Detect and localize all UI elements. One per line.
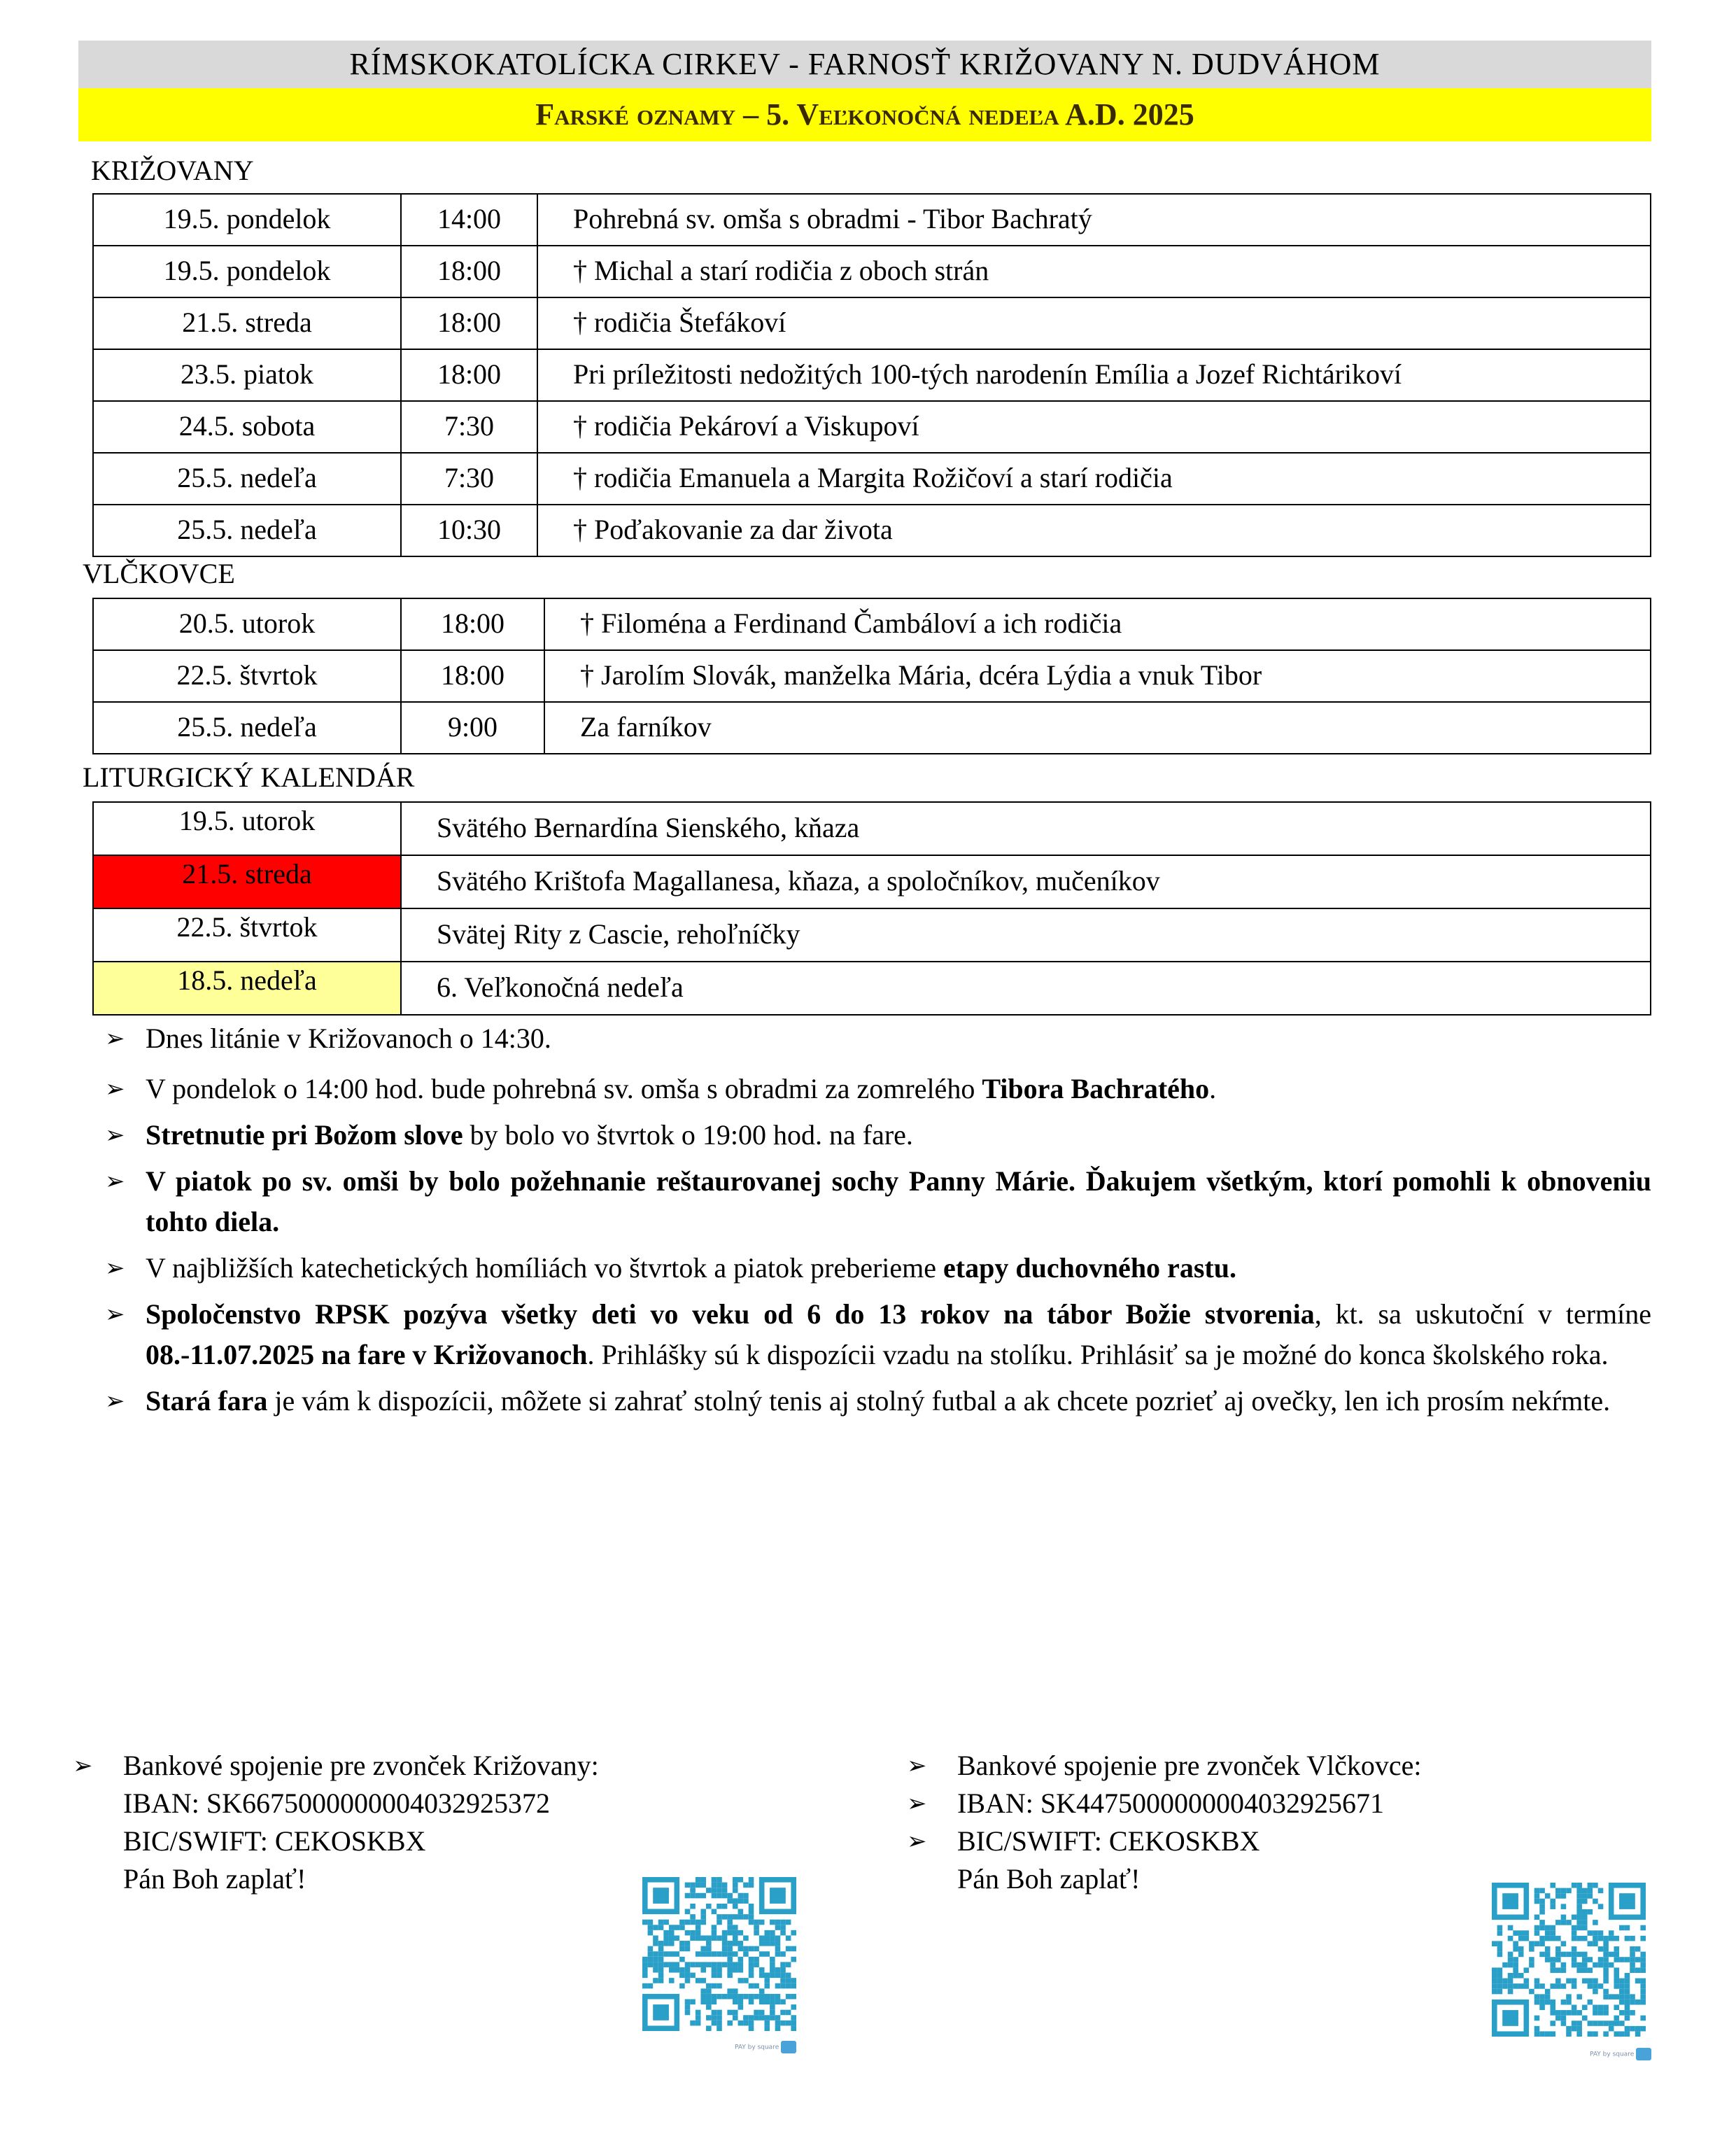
section-label-vlckovce: VLČKOVCE <box>83 558 235 589</box>
arrowhead-bullet-icon: ➢ <box>907 1827 927 1855</box>
arrowhead-bullet-icon: ➢ <box>907 1752 927 1780</box>
section-label-krizovany: KRIŽOVANY <box>91 155 254 186</box>
table-row <box>93 297 1651 349</box>
liturgical-calendar-table <box>92 801 1651 1016</box>
cell-text: † rodičia Pekároví a Viskupoví <box>537 401 1651 453</box>
cell-date: 21.5. streda <box>93 297 401 349</box>
bank-title: Bankové spojenie pre zvonček Vlčkovce: <box>957 1750 1422 1781</box>
cell-text: 6. Veľkonočná nedeľa <box>401 962 1651 1015</box>
cell-date: 19.5. pondelok <box>93 246 401 297</box>
cell-date: 19.5. utorok <box>93 802 401 855</box>
table-row <box>93 908 1651 962</box>
cell-date: 19.5. pondelok <box>93 194 401 246</box>
cell-text: Za farníkov <box>544 702 1651 754</box>
qr-code-icon <box>1492 1883 1646 2037</box>
cell-text: † Poďakovanie za dar života <box>537 505 1651 556</box>
table-row <box>93 650 1651 702</box>
cell-text: Pohrebná sv. omša s obradmi - Tibor Bachratý <box>537 194 1651 246</box>
pay-by-square-caption: PAY by square <box>1590 2048 1651 2060</box>
arrowhead-bullet-icon: ➢ <box>105 1167 125 1195</box>
arrowhead-bullet-icon: ➢ <box>105 1300 125 1328</box>
iban: IBAN: SK6675000000004032925372 <box>123 1787 551 1819</box>
cell-date: 22.5. štvrtok <box>93 650 401 702</box>
announcement-item: ➢ V najbližších katechetických homíliách vo štvrtok a piatok preberieme etapy duchovného rastu. <box>105 1248 1651 1288</box>
bic-swift: BIC/SWIFT: CEKOSKBX <box>957 1825 1260 1857</box>
announcement-item: ➢ Stretnutie pri Božom slove by bolo vo štvrtok o 19:00 hod. na fare. <box>105 1115 1651 1155</box>
cell-date: 25.5. nedeľa <box>93 453 401 505</box>
cell-time: 7:30 <box>401 453 537 505</box>
cell-time: 18:00 <box>401 246 537 297</box>
cell-text: Svätého Bernardína Sienského, kňaza <box>401 802 1651 855</box>
qr-code-krizovany <box>642 1877 796 2035</box>
arrowhead-bullet-icon: ➢ <box>73 1752 93 1780</box>
cell-text: Pri príležitosti nedožitých 100-tých narodenín Emília a Jozef Richtárikoví <box>537 349 1651 401</box>
arrowhead-bullet-icon: ➢ <box>105 1254 125 1282</box>
thanks-text: Pán Boh zaplať! <box>957 1863 1141 1895</box>
cell-date: 25.5. nedeľa <box>93 702 401 754</box>
qr-code-vlckovce <box>1492 1883 1646 2040</box>
cell-date: 22.5. štvrtok <box>93 908 401 962</box>
table-row <box>93 702 1651 754</box>
cell-date: 18.5. nedeľa <box>93 962 401 1015</box>
announcement-item: ➢ V pondelok o 14:00 hod. bude pohrebná sv. omša s obradmi za zomrelého Tibora Bachratého. <box>105 1069 1651 1109</box>
cell-time: 18:00 <box>401 297 537 349</box>
table-row <box>93 401 1651 453</box>
qr-code-icon <box>642 1877 796 2031</box>
arrowhead-bullet-icon: ➢ <box>105 1075 125 1103</box>
cell-time: 18:00 <box>401 598 544 650</box>
table-row <box>93 802 1651 855</box>
cell-text: † Michal a starí rodičia z oboch strán <box>537 246 1651 297</box>
arrowhead-bullet-icon: ➢ <box>907 1790 927 1818</box>
cell-text: † Filoména a Ferdinand Čambáloví a ich rodičia <box>544 598 1651 650</box>
vlckovce-table <box>92 598 1651 754</box>
bank-info-krizovany <box>73 1747 599 1898</box>
announcement-item: ➢ V piatok po sv. omši by bolo požehnanie reštaurovanej sochy Panny Márie. Ďakujem všetkým, ktorí pomohli k obnoveniu tohto diela. <box>105 1161 1651 1242</box>
cell-text: † Jarolím Slovák, manželka Mária, dcéra Lýdia a vnuk Tibor <box>544 650 1651 702</box>
cell-time: 18:00 <box>401 349 537 401</box>
cell-text: † rodičia Emanuela a Margita Rožičoví a starí rodičia <box>537 453 1651 505</box>
cell-text: † rodičia Štefákoví <box>537 297 1651 349</box>
table-row <box>93 855 1651 908</box>
cell-date: 24.5. sobota <box>93 401 401 453</box>
page-title: RÍMSKOKATOLÍCKA CIRKEV - FARNOSŤ KRIŽOVANY N. DUDVÁHOM <box>78 41 1651 88</box>
table-row <box>93 453 1651 505</box>
bank-title: Bankové spojenie pre zvonček Križovany: <box>123 1750 599 1781</box>
cell-date: 23.5. piatok <box>93 349 401 401</box>
krizovany-table <box>92 193 1651 557</box>
cell-text: Svätej Rity z Cascie, rehoľníčky <box>401 908 1651 962</box>
arrowhead-bullet-icon: ➢ <box>105 1387 125 1415</box>
cell-date: 20.5. utorok <box>93 598 401 650</box>
announcement-item: ➢ Spoločenstvo RPSK pozýva všetky deti vo veku od 6 do 13 rokov na tábor Božie stvorenia, kt. sa uskutoční v termíne 08.-11.07.2025 na fare v Križovanoch. Prihlášky sú k dispozícii vzadu na stolíku. Prihlásiť sa je možné do konca školského roka. <box>105 1294 1651 1375</box>
cell-time: 18:00 <box>401 650 544 702</box>
cell-time: 7:30 <box>401 401 537 453</box>
cell-text: Svätého Krištofa Magallanesa, kňaza, a spoločníkov, mučeníkov <box>401 855 1651 908</box>
page-subtitle: Farské oznamy – 5. Veľkonočná nedeľa A.D. 2025 <box>78 88 1651 141</box>
arrowhead-bullet-icon: ➢ <box>105 1025 125 1053</box>
thanks-text: Pán Boh zaplať! <box>123 1863 306 1895</box>
table-row <box>93 194 1651 246</box>
section-label-calendar: LITURGICKÝ KALENDÁR <box>83 761 415 793</box>
table-row <box>93 246 1651 297</box>
announcements-list <box>105 1018 1651 1427</box>
cell-time: 14:00 <box>401 194 537 246</box>
announcement-item: ➢ Stará fara je vám k dispozícii, môžete si zahrať stolný tenis aj stolný futbal a ak chcete pozrieť aj ovečky, len ich prosím nekŕmte. <box>105 1381 1651 1421</box>
table-row <box>93 962 1651 1015</box>
table-row <box>93 505 1651 556</box>
arrowhead-bullet-icon: ➢ <box>105 1121 125 1149</box>
table-row <box>93 349 1651 401</box>
cell-date: 21.5. streda <box>93 855 401 908</box>
announcement-item: ➢ Dnes litánie v Križovanoch o 14:30. <box>105 1018 1651 1059</box>
pay-by-square-caption: PAY by square <box>735 2041 796 2053</box>
table-row <box>93 598 1651 650</box>
bank-info-vlckovce <box>907 1747 1421 1898</box>
cell-date: 25.5. nedeľa <box>93 505 401 556</box>
iban: IBAN: SK4475000000004032925671 <box>957 1787 1385 1819</box>
cell-time: 10:30 <box>401 505 537 556</box>
bic-swift: BIC/SWIFT: CEKOSKBX <box>123 1825 426 1857</box>
cell-time: 9:00 <box>401 702 544 754</box>
